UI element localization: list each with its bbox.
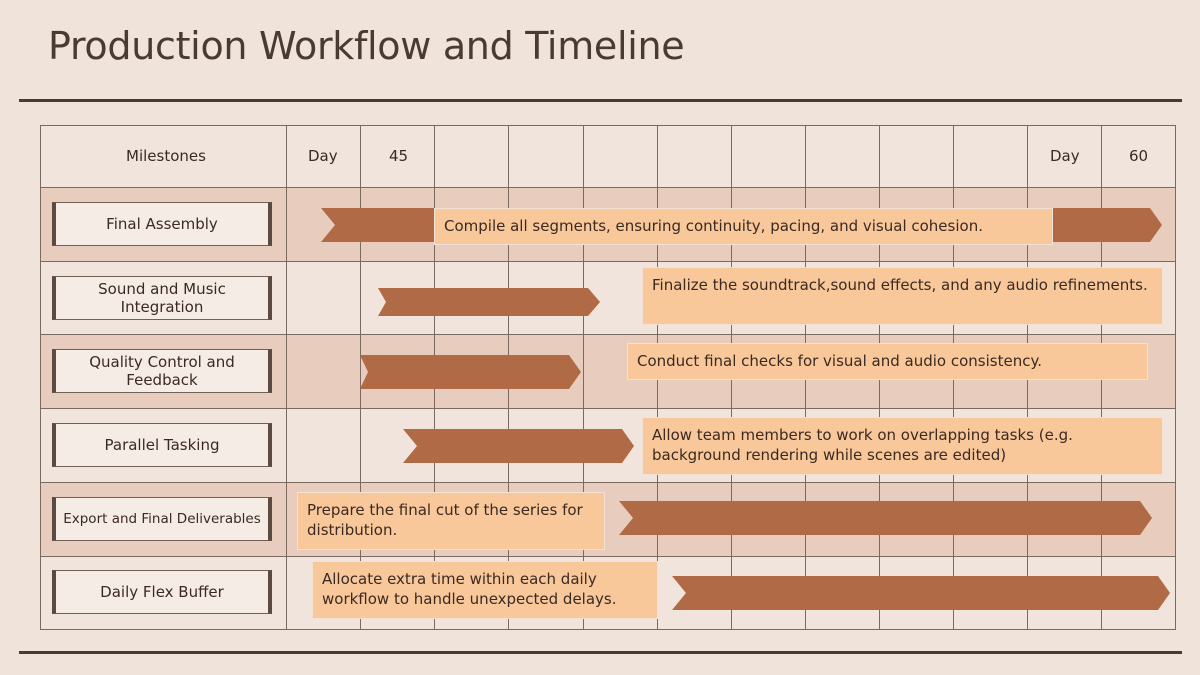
grid-line xyxy=(40,556,1176,557)
header-day-label: Day xyxy=(308,147,338,165)
grid-line xyxy=(583,125,584,630)
grid-line xyxy=(40,334,1176,335)
task-note: Finalize the soundtrack,sound effects, and any audio refinements. xyxy=(642,267,1163,325)
milestone-label: Sound and Music Integration xyxy=(52,276,272,320)
timeline-grid xyxy=(40,125,1176,630)
page-title: Production Workflow and Timeline xyxy=(48,24,685,68)
grid-line xyxy=(40,125,1176,126)
grid-line xyxy=(40,408,1176,409)
grid-line xyxy=(40,261,1176,262)
header-day-number: 45 xyxy=(389,147,409,165)
grid-line xyxy=(40,125,41,630)
grid-line xyxy=(360,125,361,630)
header-day-number: 60 xyxy=(1129,147,1149,165)
grid-line xyxy=(40,482,1176,483)
timeline-arrow xyxy=(378,288,600,316)
header-milestones: Milestones xyxy=(126,147,206,165)
top-divider xyxy=(19,99,1182,102)
milestone-label: Daily Flex Buffer xyxy=(52,570,272,614)
timeline-arrow xyxy=(403,429,634,463)
task-note: Compile all segments, ensuring continuity, pacing, and visual cohesion. xyxy=(434,208,1053,245)
grid-line xyxy=(40,187,1176,188)
bottom-divider xyxy=(19,651,1182,654)
task-note: Allocate extra time within each daily workflow to handle unexpected delays. xyxy=(312,561,658,619)
milestone-label: Final Assembly xyxy=(52,202,272,246)
grid-line xyxy=(1175,125,1176,630)
timeline-arrow xyxy=(672,576,1170,610)
task-note: Allow team members to work on overlapping tasks (e.g. background rendering while scenes are edited) xyxy=(642,417,1163,475)
milestone-label: Quality Control and Feedback xyxy=(52,349,272,393)
grid-line xyxy=(40,629,1176,630)
timeline-arrow xyxy=(360,355,581,389)
header-row xyxy=(40,125,1176,187)
header-day-label: Day xyxy=(1050,147,1080,165)
milestone-label: Parallel Tasking xyxy=(52,423,272,467)
timeline-arrow xyxy=(619,501,1152,535)
grid-line xyxy=(286,125,287,630)
task-note: Conduct final checks for visual and audio consistency. xyxy=(627,343,1148,380)
milestone-label: Export and Final Deliverables xyxy=(52,497,272,541)
task-note: Prepare the final cut of the series for distribution. xyxy=(297,492,605,550)
